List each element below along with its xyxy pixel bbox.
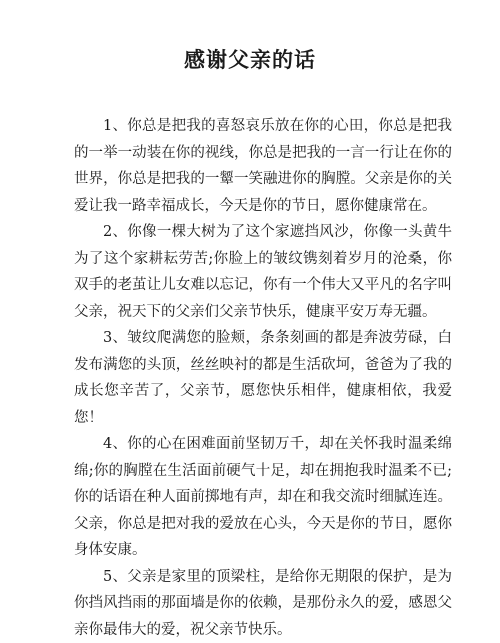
document-body [74, 113, 452, 643]
paragraph-4: 4、你的心在困难面前坚韧万千，却在关怀我时温柔绵绵;你的胸膛在生活面前硬气十足，却在拥抱我时温柔不已;你的话语在种人面前掷地有声，却在和我交流时细腻连连。父亲，你总是把对我的爱放在心头，今天是你的节日，愿你身体安康。 [74, 431, 452, 564]
paragraph-5: 5、父亲是家里的顶梁柱，是给你无期限的保护，是为你挡风挡雨的那面墙是你的依赖，是那份永久的爱，感恩父亲你最伟大的爱，祝父亲节快乐。 [74, 564, 452, 643]
paragraph-3: 3、皱纹爬满您的脸颊，条条刻画的都是奔波劳碌，白发布满您的头顶，丝丝映衬的都是生活砍坷，爸爸为了我的成长您辛苦了，父亲节，愿您快乐相伴，健康相依，我爱您！ [74, 325, 452, 431]
paragraph-1: 1、你总是把我的喜怒哀乐放在你的心田，你总是把我的一举一动装在你的视线，你总是把我的一言一行让在你的世界，你总是把我的一颦一笑融进你的胸膛。父亲是你的关爱让我一路幸福成长，今天是你的节日，愿你健康常在。 [74, 113, 452, 219]
document-title: 感谢父亲的话 [0, 44, 500, 74]
paragraph-2: 2、你像一棵大树为了这个家遮挡风沙，你像一头黄牛为了这个家耕耘劳苦;你脸上的皱纹镌刻着岁月的沧桑，你双手的老茧让儿女难以忘记，你有一个伟大又平凡的名字叫父亲，祝天下的父亲们父亲节快乐，健康平安万寿无疆。 [74, 219, 452, 325]
